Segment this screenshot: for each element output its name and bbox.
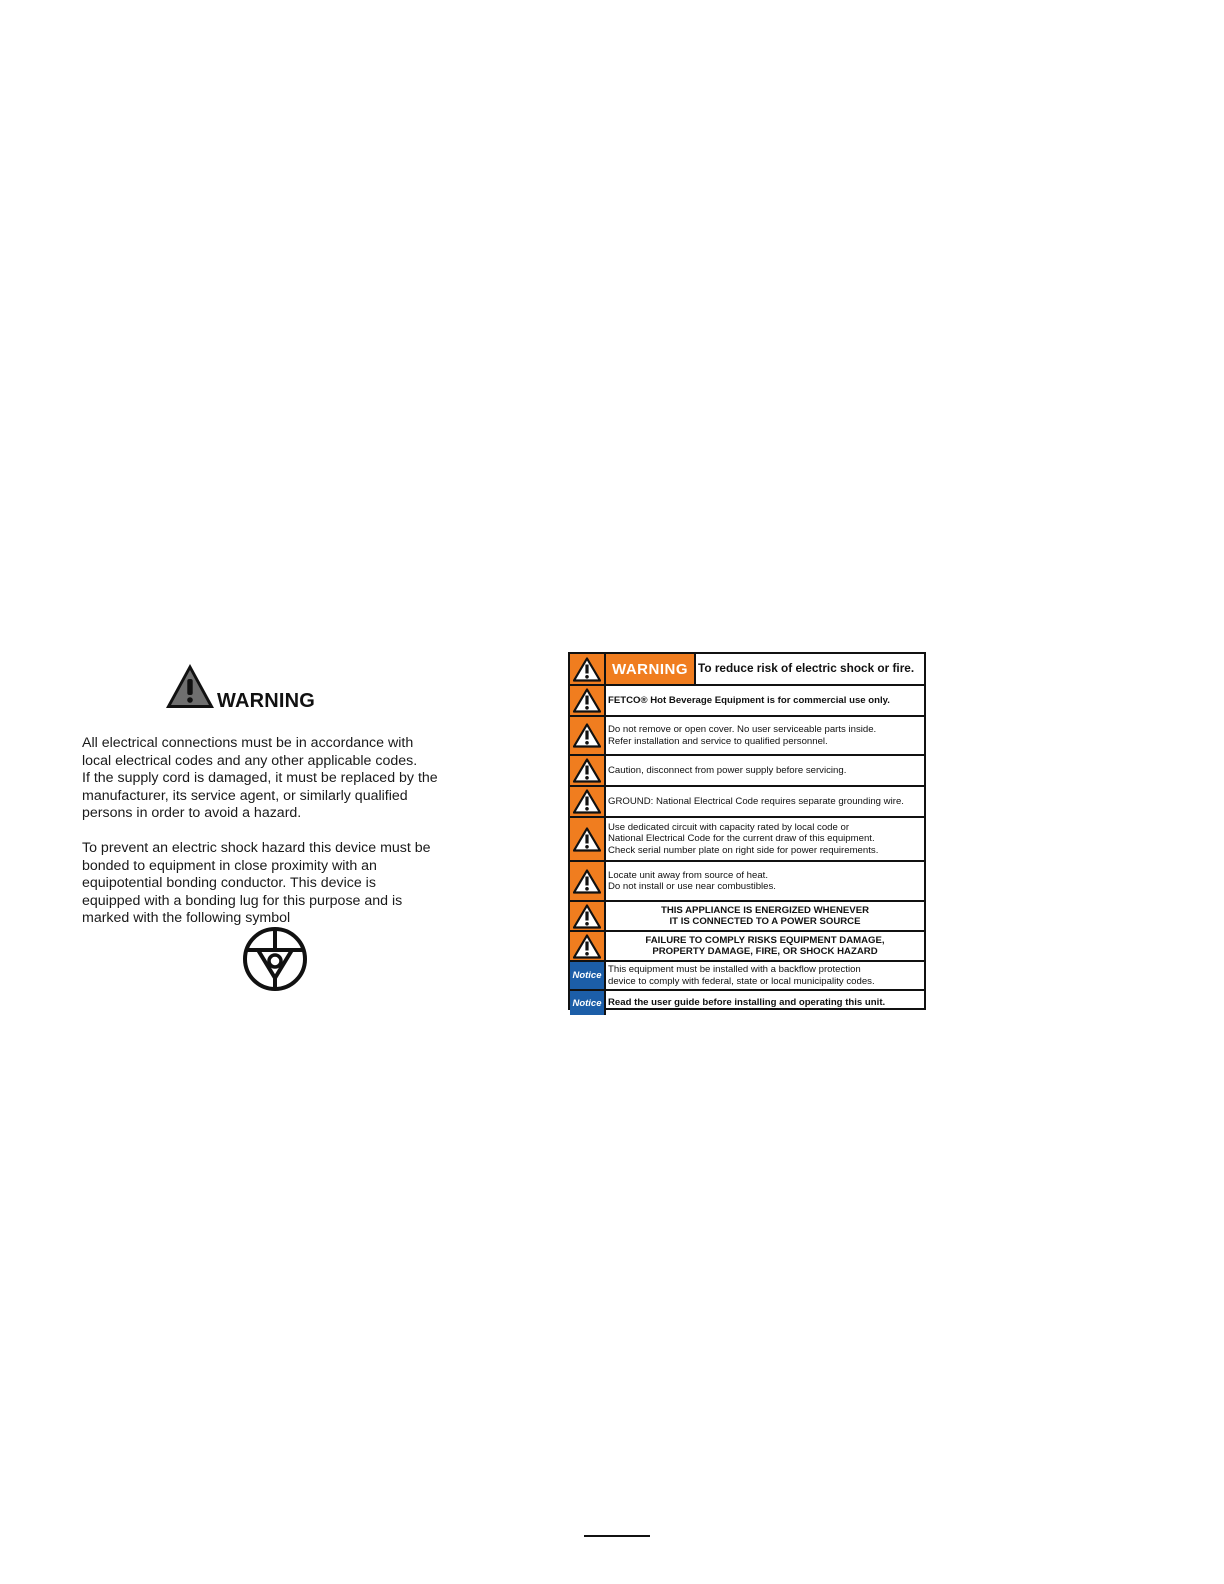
warning-triangle-icon bbox=[570, 756, 606, 785]
label-row-line: FAILURE TO COMPLY RISKS EQUIPMENT DAMAGE, bbox=[645, 934, 885, 946]
label-row bbox=[570, 930, 924, 960]
label-row bbox=[570, 900, 924, 930]
label-row bbox=[570, 684, 924, 715]
warning-triangle-icon bbox=[570, 902, 606, 930]
warning-badge: WARNING bbox=[606, 654, 696, 684]
label-row-line: GROUND: National Electrical Code requires separate grounding wire. bbox=[608, 795, 904, 807]
label-row-line: Locate unit away from source of heat. bbox=[608, 869, 768, 881]
label-header-row bbox=[570, 654, 924, 684]
bonding-paragraph: To prevent an electric shock hazard this device must be bonded to equipment in close proximity with an equipotential bonding conductor. This device is equipped with a bonding lug for this purpose and is marked with the following symbol bbox=[82, 840, 431, 927]
notice-badge-label: Notice bbox=[572, 970, 602, 981]
warning-triangle-icon bbox=[570, 654, 606, 684]
label-row-line: Read the user guide before installing and operating this unit. bbox=[608, 997, 886, 1009]
notice-badge-label: Notice bbox=[572, 997, 602, 1009]
label-row-text bbox=[608, 962, 922, 989]
label-row bbox=[570, 785, 924, 816]
label-row-line: This equipment must be installed with a backflow protection bbox=[608, 964, 861, 976]
label-row-line: Do not remove or open cover. No user serviceable parts inside. bbox=[608, 724, 877, 736]
footer-rule bbox=[584, 1535, 650, 1537]
label-row-text bbox=[608, 902, 922, 930]
warning-triangle-icon bbox=[570, 787, 606, 816]
label-row-text bbox=[608, 756, 922, 785]
label-row-text bbox=[608, 818, 922, 860]
warning-triangle-icon bbox=[570, 932, 606, 960]
label-row bbox=[570, 715, 924, 754]
label-row bbox=[570, 754, 924, 785]
connection-paragraph: All electrical connections must be in accordance with local electrical codes and any other applicable codes. If the supply cord is damaged, it must be replaced by the manufacturer, its service agent, or similarly qualified persons in order to avoid a hazard. bbox=[82, 735, 438, 822]
label-row-line: FETCO® Hot Beverage Equipment is for commercial use only. bbox=[608, 694, 890, 706]
label-row-text bbox=[608, 717, 922, 754]
equipotential-bonding-icon bbox=[242, 926, 308, 992]
label-row-text bbox=[608, 862, 922, 900]
label-row-line: Use dedicated circuit with capacity rated by local code or bbox=[608, 821, 850, 833]
warning-triangle-icon bbox=[570, 686, 606, 715]
label-row-text bbox=[608, 991, 922, 1015]
label-header-text: To reduce risk of electric shock or fire. bbox=[698, 661, 915, 676]
label-row-line: Caution, disconnect from power supply before servicing. bbox=[608, 764, 847, 776]
warning-triangle-icon bbox=[570, 818, 606, 860]
label-row-line: National Electrical Code for the current draw of this equipment. bbox=[608, 833, 875, 845]
label-row-line: Refer installation and service to qualified personnel. bbox=[608, 735, 828, 747]
warning-title: WARNING bbox=[217, 690, 316, 712]
label-row bbox=[570, 989, 924, 1015]
label-row-line: PROPERTY DAMAGE, FIRE, OR SHOCK HAZARD bbox=[652, 946, 878, 957]
label-row-text bbox=[608, 787, 922, 816]
label-row bbox=[570, 816, 924, 860]
label-row bbox=[570, 960, 924, 989]
safety-label bbox=[568, 652, 926, 1010]
label-row-line: THIS APPLIANCE IS ENERGIZED WHENEVER bbox=[660, 904, 870, 916]
label-row bbox=[570, 860, 924, 900]
label-row-line: Check serial number plate on right side for power requirements. bbox=[608, 844, 879, 856]
label-row-line: IT IS CONNECTED TO A POWER SOURCE bbox=[669, 916, 861, 927]
warning-triangle-icon bbox=[570, 862, 606, 900]
label-row-line: device to comply with federal, state or local municipality codes. bbox=[608, 975, 875, 987]
notice-badge bbox=[570, 991, 606, 1015]
label-row-text bbox=[608, 932, 922, 960]
warning-triangle-icon bbox=[570, 717, 606, 754]
label-row-text bbox=[608, 686, 922, 715]
notice-badge bbox=[570, 962, 606, 989]
warning-triangle-icon bbox=[164, 662, 216, 710]
label-row-line: Do not install or use near combustibles. bbox=[608, 881, 776, 892]
